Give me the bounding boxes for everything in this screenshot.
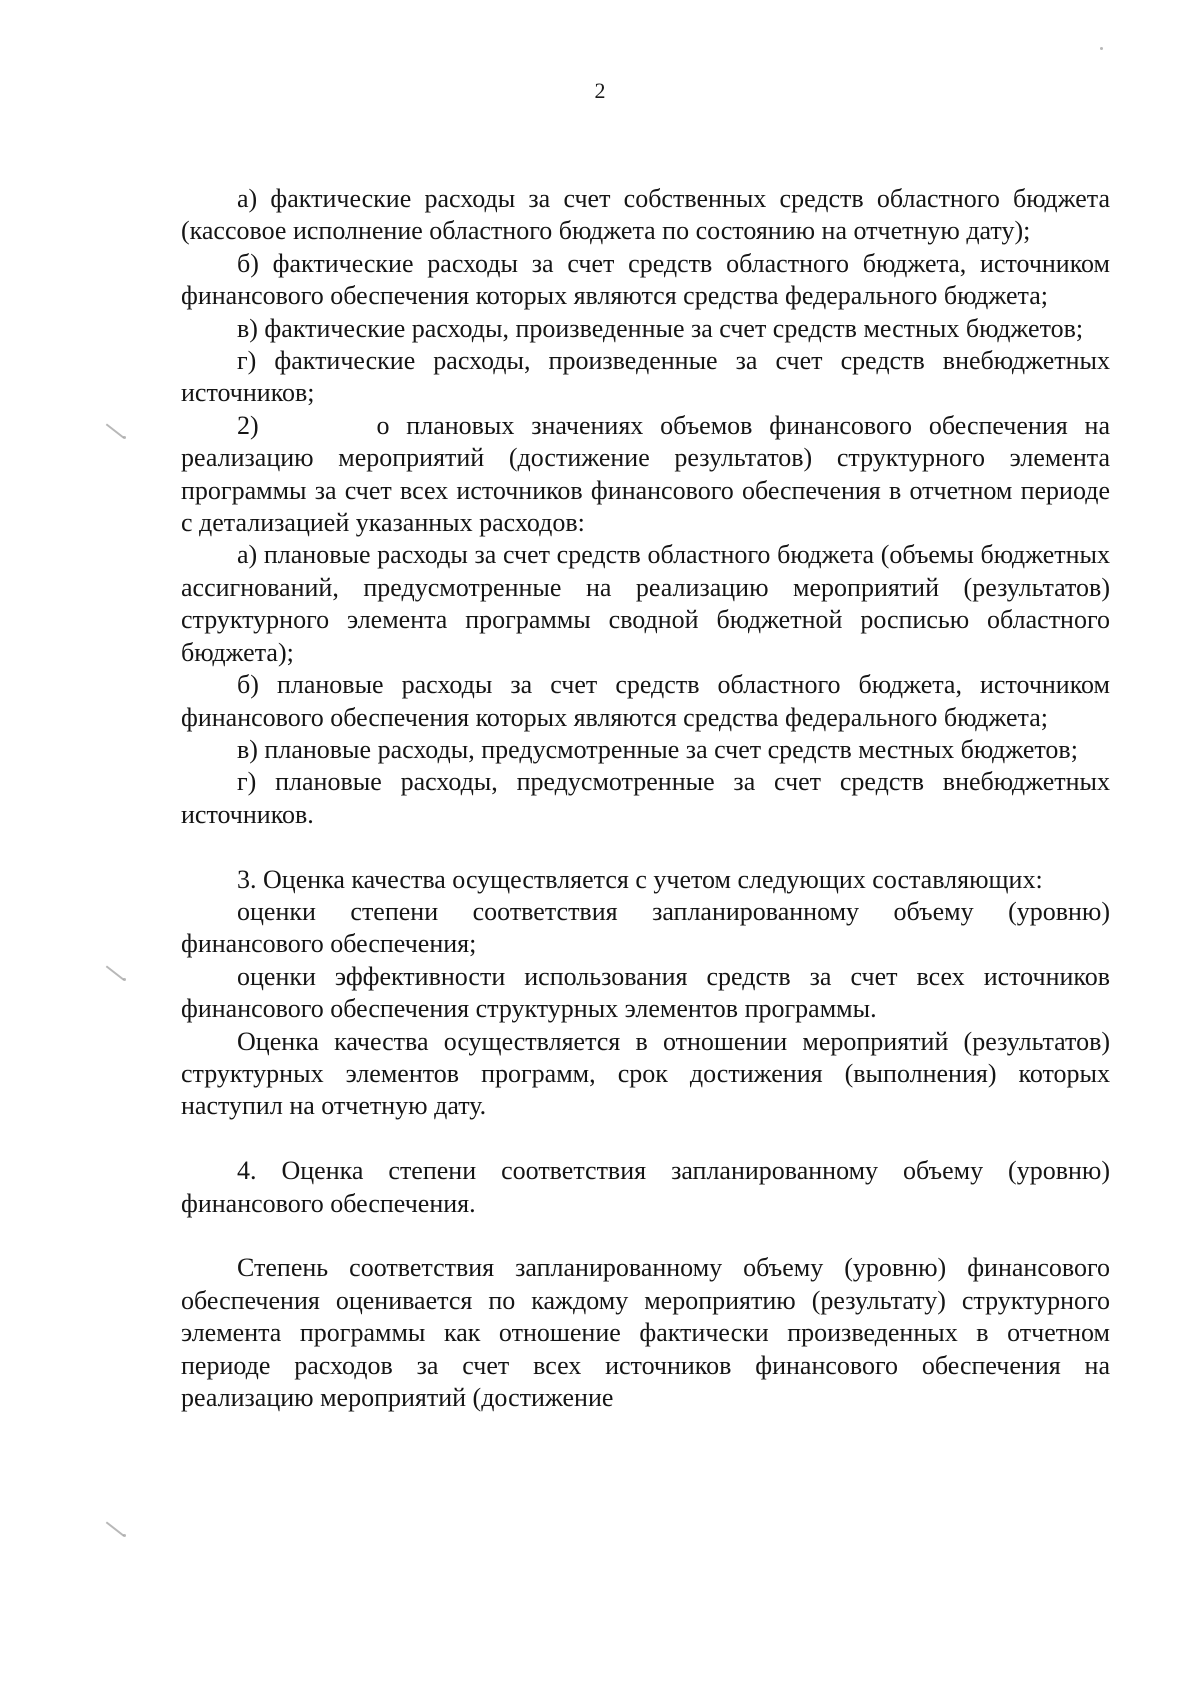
scan-artifact [123, 1534, 126, 1537]
scan-artifact [106, 423, 125, 438]
scan-artifact [1100, 47, 1103, 50]
section-heading: 3. Оценка качества осуществляется с учетом следующих составляющих: [237, 864, 1043, 894]
scan-artifact [106, 1521, 125, 1536]
paragraph: б) плановые расходы за счет средств областного бюджета, источником финансового обеспечения которых являются средства федерального бюджета; [181, 670, 1110, 732]
paragraph: г) фактические расходы, произведенные за счет средств внебюджетных источников; [181, 346, 1110, 408]
paragraph: оценки степени соответствия запланированному объему (уровню) финансового обеспечения; [181, 896, 1110, 959]
paragraph: г) плановые расходы, предусмотренные за счет средств внебюджетных источников. [181, 767, 1110, 829]
page-number: 2 [594, 78, 606, 103]
paragraph: а) фактические расходы за счет собственных средств областного бюджета (кассовое исполнение областного бюджета по состоянию на отчетную дату); [181, 184, 1110, 246]
document-body [181, 183, 1117, 1414]
paragraph: а) плановые расходы за счет средств областного бюджета (объемы бюджетных ассигнований, предусмотренные на реализацию мероприятий (результатов) структурного элемента программы сводной бюджетной росписью областного бюджета); [181, 540, 1110, 667]
scan-artifact [106, 965, 125, 980]
section-heading: 4. Оценка степени соответствия запланированному объему (уровню) финансового обеспечения. [181, 1156, 1110, 1218]
paragraph: в) фактические расходы, произведенные за счет средств местных бюджетов; [237, 313, 1084, 343]
paragraph: оценки эффективности использования средств за счет всех источников финансового обеспечения структурных элементов программы. [181, 961, 1110, 1024]
paragraph: в) плановые расходы, предусмотренные за счет средств местных бюджетов; [237, 734, 1078, 764]
paragraph: Степень соответствия запланированному объему (уровню) финансового обеспечения оценивается по каждому мероприятию (результату) структурного элемента программы как отношение фактически произведенных в отчетном периоде расходов за счет всех источников финансового обеспечения на реализацию мероприятий (достижение [181, 1253, 1110, 1412]
paragraph: 2) о плановых значениях объемов финансового обеспечения на реализацию мероприятий (достижение результатов) структурного элемента программы за счет всех источников финансового обеспечения в отчетном периоде с детализацией указанных расходов: [181, 410, 1117, 538]
paragraph: б) фактические расходы за счет средств областного бюджета, источником финансового обеспечения которых являются средства федерального бюджета; [181, 248, 1110, 311]
paragraph: Оценка качества осуществляется в отношении мероприятий (результатов) структурных элементов программ, срок достижения (выполнения) которых наступил на отчетную дату. [181, 1026, 1110, 1121]
scan-artifact [123, 978, 126, 981]
scan-artifact [123, 436, 126, 439]
